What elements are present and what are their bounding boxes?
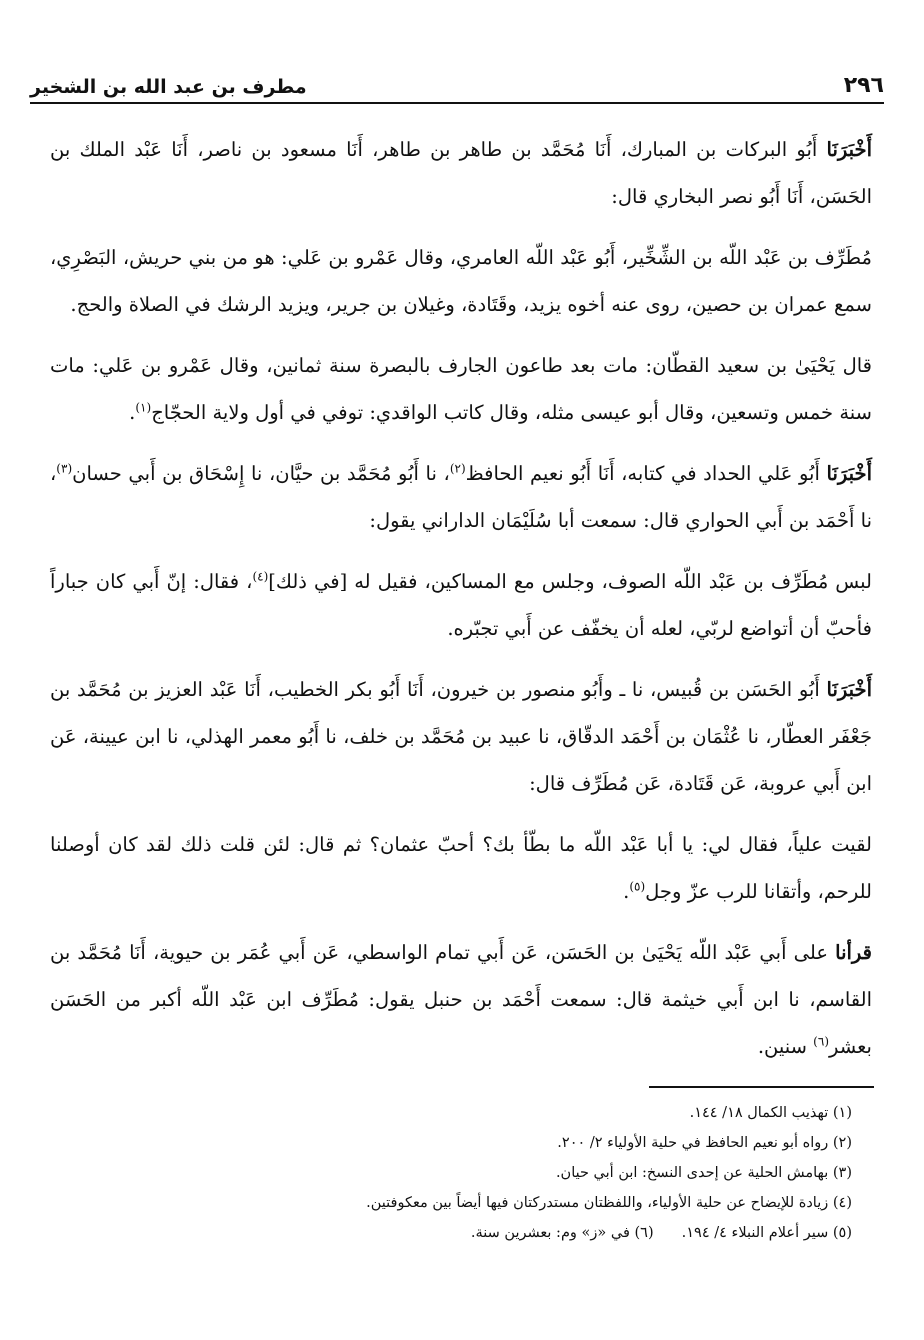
page-header [30,62,884,104]
footnote-divider [649,1086,874,1088]
footnote: (٤) زيادة للإيضاح عن حلية الأولياء، واللفظتان مستدركتان فيها أيضاً بين معكوفتين. [366,1195,852,1211]
footnote-row [60,1218,852,1248]
paragraph-tail: سنين. [757,1035,814,1058]
paragraph [50,342,872,436]
paragraph-text: مُطَرِّف بن عَبْد اللّه بن الشِّخِّير، أَبُو عَبْد اللّه العامري، وقال عَمْرو بن عَلي: هو من بني حريش، البَصْرِي، سمع عمران بن حصين، روى عنه أخوه يزيد، وقَتَادة، وغيلان بن جرير، ويزيد الرشك في الصلاة والحج. [50,246,872,316]
footnote: (١) تهذيب الكمال ١٨/ ١٤٤. [689,1105,852,1121]
paragraph-text: أَبُو الحَسَن بن قُبيس، نا ـ وأَبُو منصور بن خيرون، أَنَا أَبُو بكر الخطيب، أَنَا عَبْد العزيز بن مُحَمَّد بن جَعْفَر العطّار، نا عُثْمَان بن أَحْمَد الدقّاق، نا عبيد بن مُحَمَّد بن خلف، نا أَبُو معمر الهذلي، نا ابن عيينة، عَن ابن أَبي عروبة، عَن قَتَادة، عَن مُطَرِّف قال: [50,678,872,795]
paragraph-tail: ، نا أَحْمَد بن أَبي الحواري قال: سمعت أبا سُلَيْمَان الداراني يقول: [50,462,872,532]
paragraph-tail: ، فقال: إنّ أَبي كان جباراً فأحبّ أن أتواضع لربّي، لعله أن يخفّف عن أَبي تجبّره. [50,570,872,640]
paragraph [50,666,872,807]
paragraph [50,821,872,915]
running-title: مطرف بن عبد الله بن الشخير [30,76,307,98]
paragraph [50,450,872,544]
footnote-ref: (٤) [252,569,269,584]
footnote-ref: (١) [135,400,152,415]
paragraph-tail: . [623,880,630,903]
paragraph-text: لبس مُطَرِّف بن عَبْد اللّه الصوف، وجلس مع المساكين، فقيل له [في ذلك] [268,570,872,593]
paragraph [50,234,872,328]
paragraph-text: أَبُو البركات بن المبارك، أَنَا مُحَمَّد بن طاهر بن طاهر، أَنَا مسعود بن ناصر، أَنَا عَبْد الملك بن الحَسَن، أَنَا أَبُو نصر البخاري قال: [50,138,872,208]
paragraph-tail: ، نا أَبُو مُحَمَّد بن حيَّان، نا إِسْحَاق بن أَبي حسان [72,462,450,485]
footnote: (٦) في «ز» وم: بعشرين سنة. [470,1225,654,1241]
paragraph-tail: . [129,401,136,424]
paragraph [50,126,872,220]
footnote-ref: (٦) [813,1034,829,1049]
footnotes [60,1098,852,1248]
footnote-ref: (٢) [449,461,466,476]
footnote: (٢) رواه أبو نعيم الحافظ في حلية الأولياء ٢/ ٢٠٠. [557,1135,852,1151]
paragraph-lead: أَخْبَرَنَا [826,462,872,485]
paragraph-lead: أَخْبَرَنَا [826,138,872,161]
paragraph-text: قال يَحْيَىٰ بن سعيد القطّان: مات بعد طاعون الجارف بالبصرة سنة ثمانين، وقال عَمْرو بن عَلي: مات سنة خمس وتسعين، وقال أبو عيسى مثله، وقال كاتب الواقدي: توفي في أول ولاية الحجّاج [50,354,872,424]
paragraph [50,929,872,1070]
paragraph-lead: قرأنا [835,941,872,964]
footnote-ref: (٣) [56,461,73,476]
footnote: (٥) سير أعلام النبلاء ٤/ ١٩٤. [681,1225,852,1241]
footnote-ref: (٥) [629,879,646,894]
footnote: (٣) بهامش الحلية عن إحدى النسخ: ابن أبي حيان. [555,1165,852,1181]
paragraph-text: لقيت علياً، فقال لي: يا أبا عَبْد اللّه ما بطّأ بك؟ أحبّ عثمان؟ ثم قال: لئن قلت ذلك لقد كان أوصلنا للرحم، وأتقانا للرب عزّ وجل [50,833,872,903]
page-number: ٢٩٦ [843,73,884,98]
paragraph-text: أَبُو عَلي الحداد في كتابه، أَنَا أَبُو نعيم الحافظ [465,462,827,485]
paragraph-lead: أَخْبَرَنَا [826,678,872,701]
paragraph-text: على أَبي عَبْد اللّه يَحْيَىٰ بن الحَسَن، عَن أَبي تمام الواسطي، عَن أَبي عُمَر بن حيوية، أَنَا مُحَمَّد بن القاسم، نا ابن أَبي خيثمة قال: سمعت أَحْمَد بن حنبل يقول: مُطَرِّف ابن عَبْد اللّه أكبر من الحَسَن بعشر [50,941,872,1058]
paragraph [50,558,872,652]
main-text [50,126,872,1084]
